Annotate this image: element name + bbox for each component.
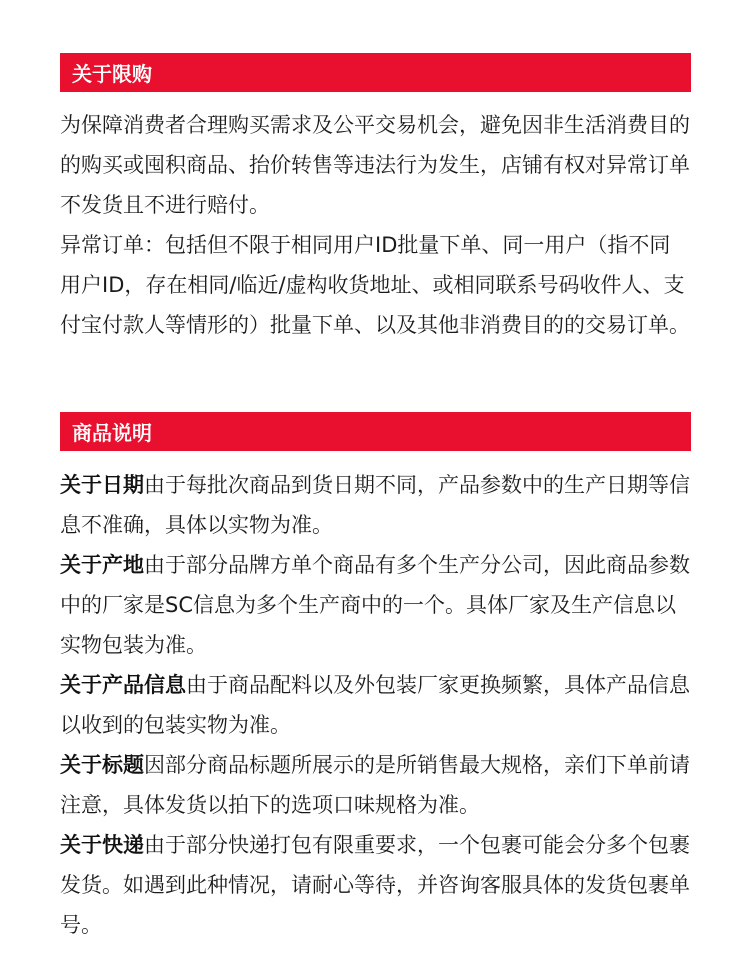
purchase-limit-header — [60, 53, 691, 92]
product-notes-body — [60, 465, 691, 945]
note-date — [60, 465, 691, 545]
note-date-text: 由于每批次商品到货日期不同，产品参数中的生产日期等信息不准确，具体以实物为准。 — [60, 473, 690, 537]
note-title-text: 因部分商品标题所展示的是所销售最大规格，亲们下单前请注意，具体发货以拍下的选项口味规格为准。 — [60, 753, 690, 817]
note-origin — [60, 545, 691, 665]
product-notes-header — [60, 412, 691, 451]
note-origin-label: 关于产地 — [60, 553, 144, 577]
note-shipping — [60, 825, 691, 945]
note-product-info-label: 关于产品信息 — [60, 673, 186, 697]
note-title-label: 关于标题 — [60, 753, 144, 777]
note-shipping-text: 由于部分快递打包有限重要求，一个包裹可能会分多个包裹发货。如遇到此种情况，请耐心等待，并咨询客服具体的发货包裹单号。 — [60, 833, 690, 937]
purchase-limit-body — [60, 105, 691, 345]
note-product-info-text: 由于商品配料以及外包装厂家更换频繁，具体产品信息以收到的包装实物为准。 — [60, 673, 690, 737]
purchase-limit-policy-text: 为保障消费者合理购买需求及公平交易机会，避免因非生活消费目的的购买或囤积商品、抬价转售等违法行为发生，店铺有权对异常订单不发货且不进行赔付。 — [60, 113, 690, 217]
product-notes-title: 商品说明 — [72, 421, 152, 445]
note-date-label: 关于日期 — [60, 473, 144, 497]
note-shipping-label: 关于快递 — [60, 833, 144, 857]
note-product-info — [60, 665, 691, 745]
purchase-limit-title: 关于限购 — [72, 62, 152, 86]
abnormal-order-definition-text: 异常订单：包括但不限于相同用户ID批量下单、同一用户（指不同用户ID，存在相同/临近/虚构收货地址、或相同联系号码收件人、支付宝付款人等情形的）批量下单、以及其他非消费目的的交易订单。 — [60, 233, 690, 337]
note-title — [60, 745, 691, 825]
note-origin-text: 由于部分品牌方单个商品有多个生产分公司，因此商品参数中的厂家是SC信息为多个生产商中的一个。具体厂家及生产信息以实物包装为准。 — [60, 553, 690, 657]
